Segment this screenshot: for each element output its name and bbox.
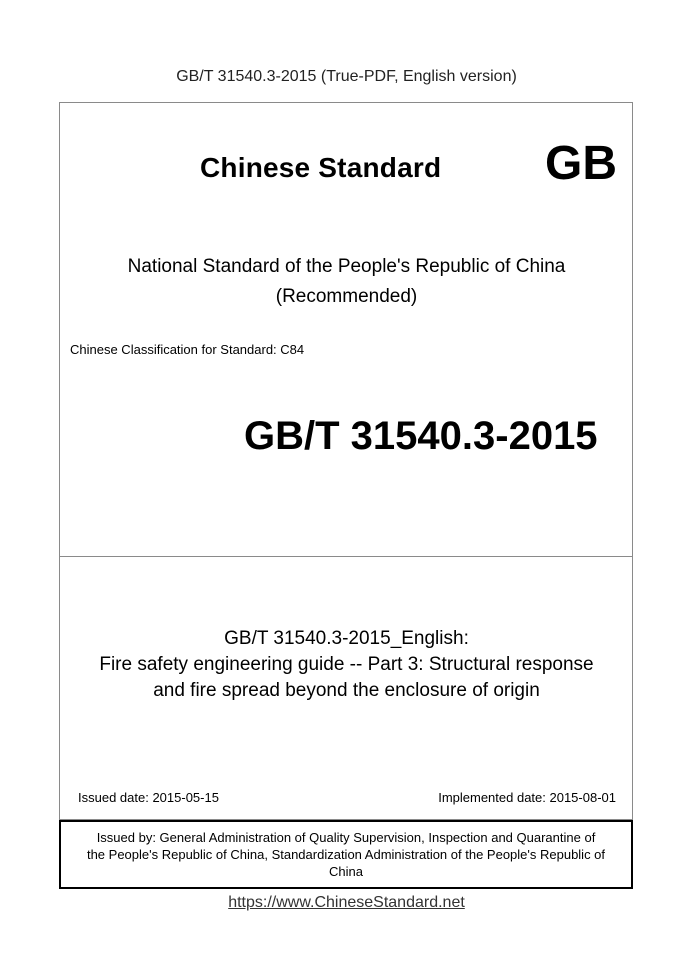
national-standard-caption: [0, 252, 693, 312]
issuer-text: [87, 829, 605, 880]
title-line-2: Fire safety engineering guide -- Part 3: Structural response: [99, 654, 594, 675]
national-standard-line: National Standard of the People's Republic of China: [127, 256, 566, 277]
issuer-line-3: China: [329, 864, 363, 879]
brand-heading: Chinese Standard: [200, 152, 442, 183]
title-line-1: GB/T 31540.3-2015_English:: [224, 628, 469, 649]
issuer-line-2: the People's Republic of China, Standardization Administration of the People's Republic of: [86, 847, 606, 862]
implemented-date: Implemented date: 2015-08-01: [438, 790, 616, 805]
title-line-3: and fire spread beyond the enclosure of origin: [153, 680, 540, 701]
issuer-box: [59, 820, 633, 889]
recommended-line: (Recommended): [275, 286, 418, 307]
issued-date: Issued date: 2015-05-15: [78, 790, 219, 805]
standard-number: GB/T 31540.3-2015: [244, 414, 598, 458]
document-title: [0, 626, 693, 704]
page-header: GB/T 31540.3-2015 (True-PDF, English version): [176, 68, 517, 85]
issuer-line-1: Issued by: General Administration of Quality Supervision, Inspection and Quarantine of: [96, 830, 596, 845]
gb-mark: GB: [545, 137, 617, 190]
classification-label: Chinese Classification for Standard: C84: [70, 342, 305, 357]
website-link[interactable]: https://www.ChineseStandard.net: [228, 894, 465, 911]
